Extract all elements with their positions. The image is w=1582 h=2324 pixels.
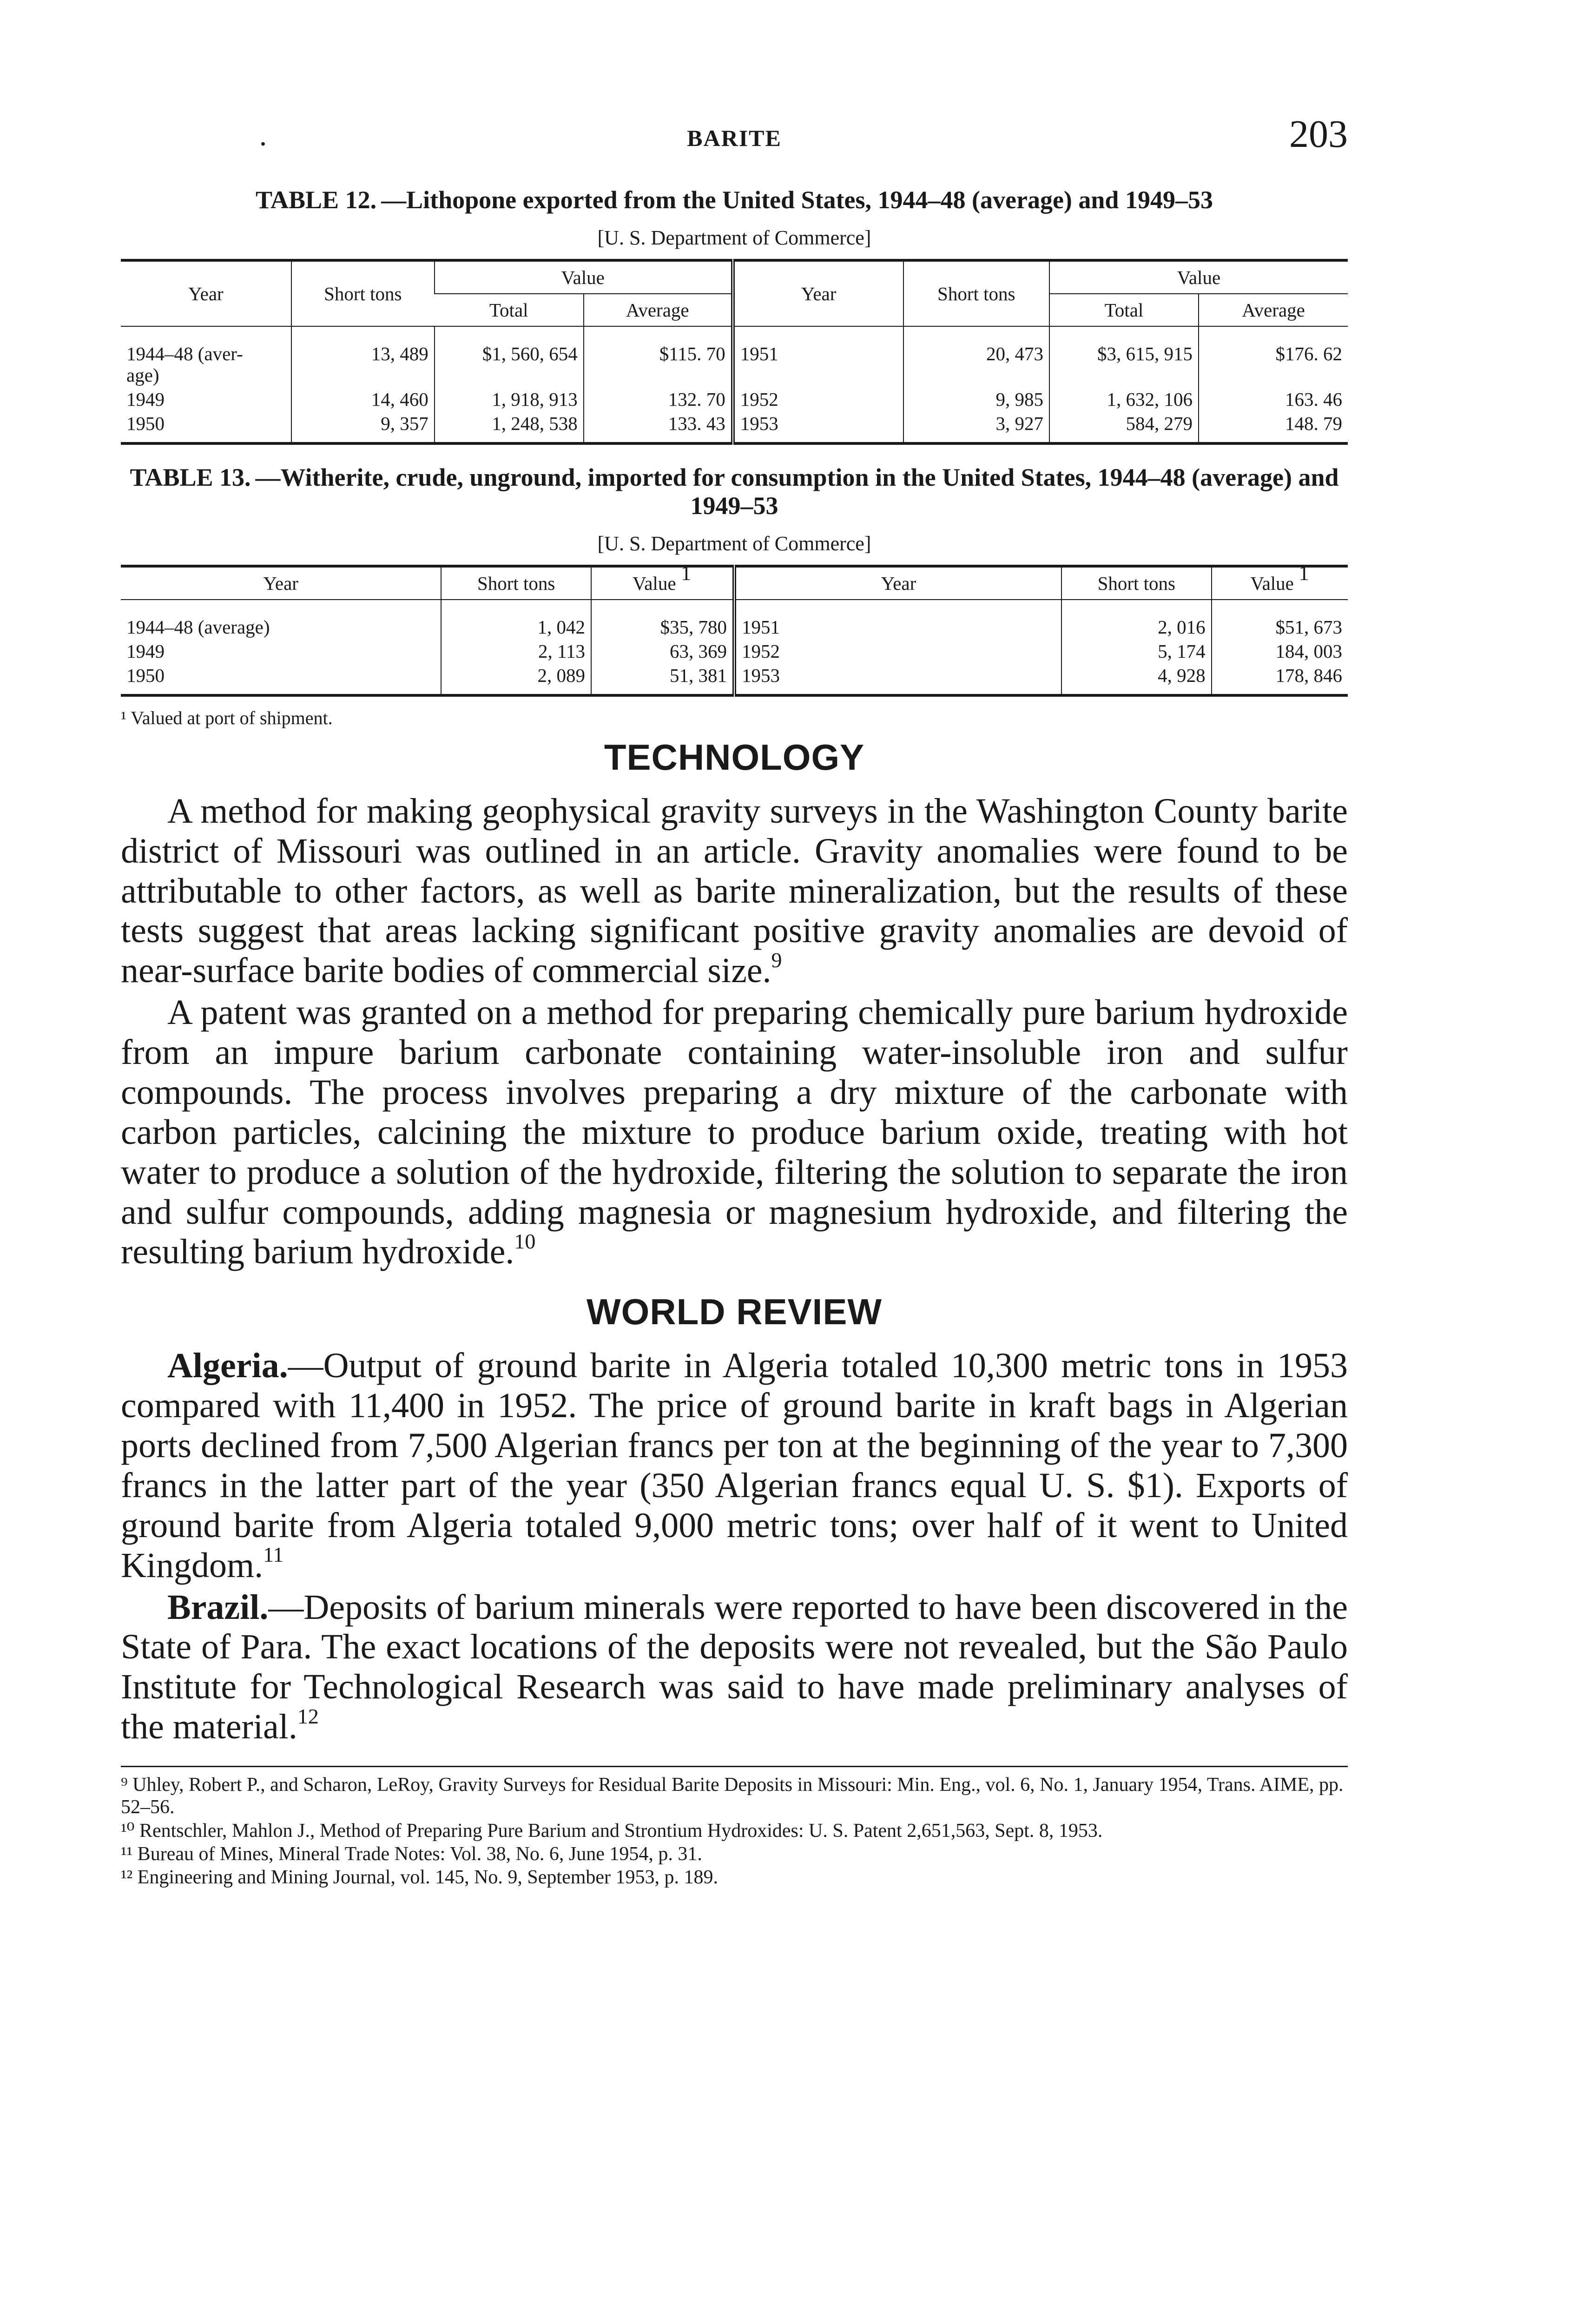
t12-header-average-right: Average (1199, 294, 1348, 326)
t12-cell-short-tons: 9, 357 (291, 412, 435, 443)
t12-cell-year: 1953 (733, 412, 903, 443)
t12-cell-year: 1944–48 (aver- age) (126, 343, 243, 386)
t13-header-year-left: Year (121, 566, 441, 600)
t13-header-year-right: Year (734, 566, 1061, 600)
t12-cell-year: 1949 (126, 389, 165, 410)
t12-header-value-left: Value (435, 260, 733, 294)
t13-value-label: Value (1250, 573, 1294, 594)
technology-paragraph (121, 993, 1348, 1272)
t12-header-total-right: Total (1049, 294, 1199, 326)
t13-cell-year: 1951 (734, 600, 1061, 640)
technology-paragraph-text: A method for making geophysical gravity surveys in the Washington County barite district of Missouri was outlined in an article. Gravity anomalies were found to be attributable to other factors, as well as barite mineralization, but the results of these tests suggest that areas lacking significant positive gravity anomalies are devoid of near-surface barite bodies of commercial size. (121, 791, 1348, 990)
t12-cell-total: $3, 615, 915 (1049, 326, 1199, 388)
t13-value-label: Value (633, 573, 676, 594)
t12-cell-short-tons: 9, 985 (903, 388, 1049, 412)
footnote: ¹⁰ Rentschler, Mahlon J., Method of Preparing Pure Barium and Strontium Hydroxides: U. S. Patent 2,651,563, Sept. 8, 1953. (121, 1820, 1103, 1842)
brazil-paragraph (121, 1588, 1348, 1748)
t12-header-year-right: Year (733, 260, 903, 326)
t13-cell-value: $35, 780 (591, 600, 734, 640)
t13-cell-short-tons: 1, 042 (441, 600, 591, 640)
brazil-text: —Deposits of barium minerals were reported to have been discovered in the State of Para. The exact locations of the deposits were not revealed, but the São Paulo Institute for Technological Research was said to have made preliminary analyses of the material. (121, 1587, 1348, 1747)
t12-cell-total: 584, 279 (1049, 412, 1199, 443)
t12-cell-short-tons: 14, 460 (291, 388, 435, 412)
t12-cell-year: 1952 (733, 388, 903, 412)
footnotes (121, 1766, 1348, 1888)
t12-header-average-left: Average (584, 294, 733, 326)
t12-cell-total: 1, 918, 913 (435, 388, 584, 412)
table13-label: TABLE 13. (130, 463, 251, 492)
header-marker: . (260, 126, 266, 151)
footnote: ⁹ Uhley, Robert P., and Scharon, LeRoy, Gravity Surveys for Residual Barite Deposits in Missouri: Min. Eng., vol. 6, No. 1, January 1954, Trans. AIME, pp. 52–56. (121, 1774, 1344, 1818)
world-review-heading: WORLD REVIEW (587, 1291, 882, 1333)
t13-cell-short-tons: 5, 174 (1061, 640, 1212, 664)
footnote-ref: 12 (297, 1704, 319, 1728)
footnote: ¹¹ Bureau of Mines, Mineral Trade Notes: Vol. 38, No. 6, June 1954, p. 31. (121, 1843, 702, 1865)
table13-title (121, 463, 1348, 520)
table12-title-text: —Lithopone exported from the United States, 1944–48 (average) and 1949–53 (381, 186, 1213, 214)
table12-label: TABLE 12. (256, 186, 377, 214)
table12-source: [U. S. Department of Commerce] (597, 226, 871, 250)
t13-cell-short-tons: 2, 089 (441, 664, 591, 695)
t12-cell-year: 1951 (733, 326, 903, 388)
t12-cell-average: 133. 43 (584, 412, 733, 443)
t12-cell-total: 1, 632, 106 (1049, 388, 1199, 412)
table-row (121, 664, 1348, 695)
t13-cell-year: 1950 (126, 664, 165, 686)
t12-cell-average: $115. 70 (584, 326, 733, 388)
technology-paragraph-text: A patent was granted on a method for preparing chemically pure barium hydroxide from an impure barium carbonate containing water-insoluble iron and sulfur compounds. The process involves preparing a dry mixture of the carbonate with carbon particles, calcining the mixture to produce barium oxide, treating with hot water to produce a solution of the hydroxide, filtering the solution to separate the iron and sulfur compounds, adding magnesia or magnesium hydroxide, and filtering the resulting barium hydroxide. (121, 993, 1348, 1272)
technology-heading: TECHNOLOGY (604, 736, 865, 778)
t13-cell-year: 1944–48 (average) (126, 616, 270, 638)
t12-cell-total: 1, 248, 538 (435, 412, 584, 443)
t13-cell-value: 51, 381 (591, 664, 734, 695)
t12-header-total-left: Total (435, 294, 584, 326)
t13-cell-year: 1953 (734, 664, 1061, 695)
t13-cell-short-tons: 2, 113 (441, 640, 591, 664)
t12-cell-average: $176. 62 (1199, 326, 1348, 388)
table-row (121, 388, 1348, 412)
algeria-label: Algeria. (167, 1346, 288, 1386)
world-review-body (121, 1346, 1348, 1747)
table13-footnote: ¹ Valued at port of shipment. (121, 707, 333, 728)
t13-value-footnote-ref: 1 (1299, 561, 1310, 585)
table13-title-text: —Witherite, crude, unground, imported for consumption in the United States, 1944–48 (average) and 1949–53 (255, 463, 1339, 520)
page-number: 203 (1289, 112, 1348, 156)
footnote-ref: 11 (263, 1543, 284, 1567)
t13-cell-value: 184, 003 (1212, 640, 1348, 664)
page-header (121, 112, 1348, 163)
t12-header-year-left: Year (121, 260, 291, 326)
table-row (121, 600, 1348, 640)
t12-header-short-tons-left: Short tons (291, 260, 435, 326)
t13-cell-year: 1952 (734, 640, 1061, 664)
t12-cell-short-tons: 3, 927 (903, 412, 1049, 443)
t13-header-value-right (1212, 561, 1348, 600)
algeria-text: —Output of ground barite in Algeria totaled 10,300 metric tons in 1953 compared with 11,400 in 1952. The price of ground barite in kraft bags in Algerian ports declined from 7,500 Algerian francs per ton at the beginning of the year to 7,300 francs in the latter part of the year (350 Algerian francs equal U. S. $1). Exports of ground barite from Algeria totaled 9,000 metric tons; over half of it went to United Kingdom. (121, 1346, 1348, 1585)
technology-body (121, 792, 1348, 1273)
table-row (121, 326, 1348, 388)
table13 (121, 561, 1348, 697)
t13-header-short-tons-left: Short tons (441, 566, 591, 600)
footnote-ref: 9 (771, 948, 782, 972)
t12-cell-average: 148. 79 (1199, 412, 1348, 443)
table12 (121, 259, 1348, 445)
running-title: BARITE (687, 125, 782, 151)
footnote-ref: 10 (514, 1229, 536, 1254)
brazil-label: Brazil. (167, 1587, 269, 1627)
table13-source: [U. S. Department of Commerce] (597, 532, 871, 555)
t12-cell-average: 163. 46 (1199, 388, 1348, 412)
t13-cell-value: 178, 846 (1212, 664, 1348, 695)
table-row (121, 412, 1348, 443)
t13-cell-year: 1949 (126, 640, 165, 662)
t12-cell-average: 132. 70 (584, 388, 733, 412)
t13-header-value-left (591, 561, 734, 600)
t13-header-short-tons-right: Short tons (1061, 566, 1212, 600)
t12-cell-total: $1, 560, 654 (435, 326, 584, 388)
table12-title (121, 186, 1348, 214)
t13-cell-short-tons: 4, 928 (1061, 664, 1212, 695)
t12-cell-short-tons: 20, 473 (903, 326, 1049, 388)
t12-cell-short-tons: 13, 489 (291, 326, 435, 388)
t12-header-value-right: Value (1049, 260, 1348, 294)
t13-cell-short-tons: 2, 016 (1061, 600, 1212, 640)
t13-cell-value: 63, 369 (591, 640, 734, 664)
technology-paragraph (121, 792, 1348, 991)
footnote: ¹² Engineering and Mining Journal, vol. 145, No. 9, September 1953, p. 189. (121, 1867, 718, 1888)
algeria-paragraph (121, 1346, 1348, 1585)
t12-header-short-tons-right: Short tons (903, 260, 1049, 326)
table-row (121, 640, 1348, 664)
t13-value-footnote-ref: 1 (680, 561, 692, 585)
t13-cell-value: $51, 673 (1212, 600, 1348, 640)
t12-cell-year: 1950 (126, 413, 165, 435)
document-page (121, 112, 1348, 1889)
